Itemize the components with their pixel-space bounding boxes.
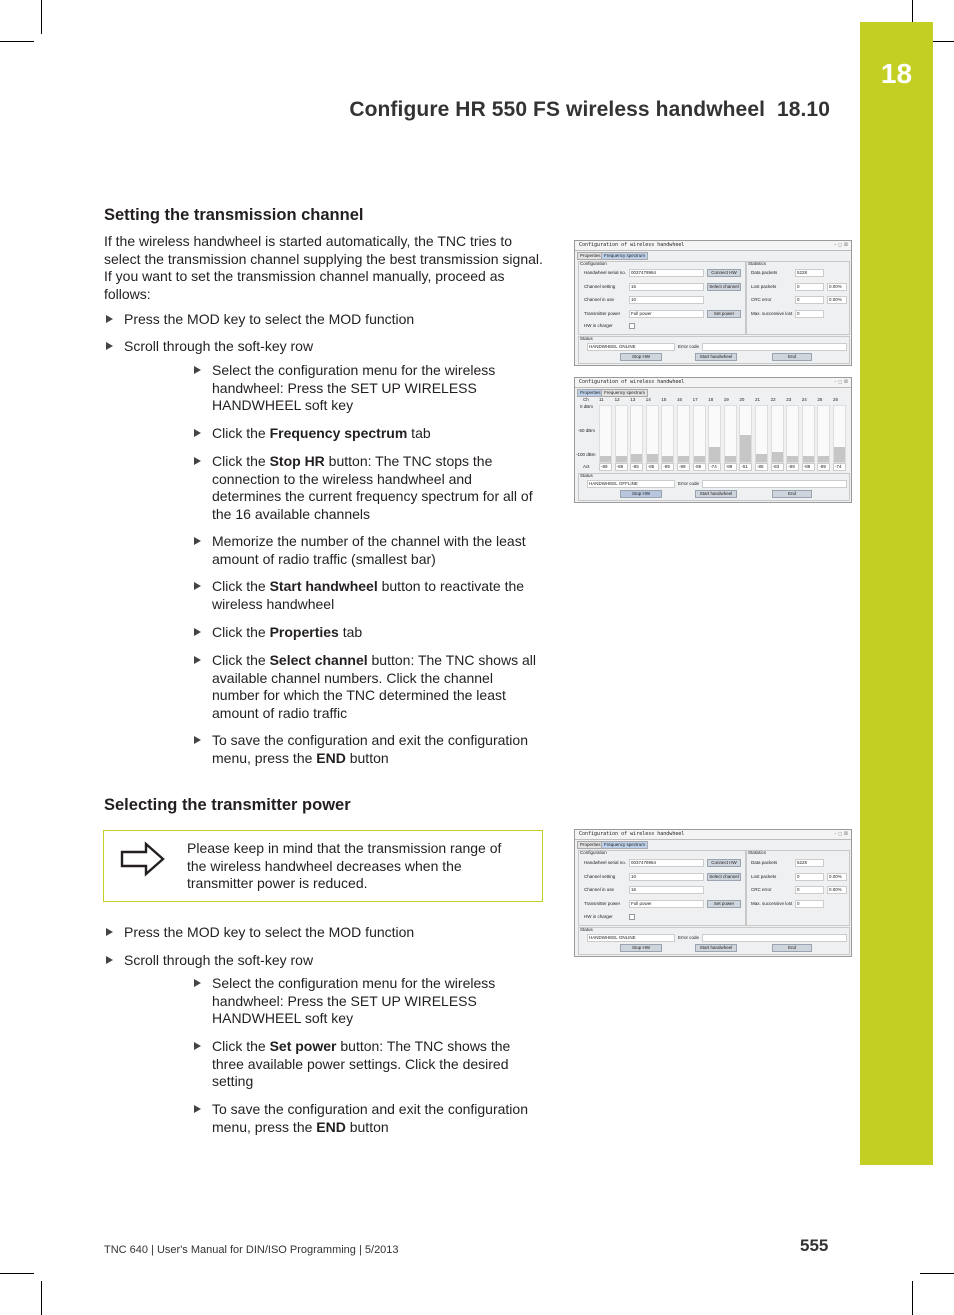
stop-hw-button[interactable]: Stop HW bbox=[620, 944, 662, 952]
dialog-properties-2 bbox=[574, 829, 852, 957]
step-item: Click the Frequency spectrum tab bbox=[212, 425, 544, 443]
lost-packets-pct: 0.00% bbox=[827, 283, 847, 291]
dialog-properties-1 bbox=[574, 240, 852, 366]
channel-value: -83 bbox=[771, 463, 784, 471]
channel-label: 21 bbox=[755, 397, 761, 402]
arrow-bullet-icon bbox=[194, 1042, 201, 1050]
step-item: Select the configuration menu for the wireless handwheel: Press the SET UP WIRELESS HANDWHEEL soft key bbox=[212, 975, 544, 1028]
stop-hw-button[interactable]: Stop HW bbox=[620, 490, 662, 498]
channel-value: -89 bbox=[786, 463, 799, 471]
channel-bar-slot bbox=[677, 405, 690, 463]
channel-label: 24 bbox=[801, 397, 807, 402]
tab-properties[interactable]: Properties bbox=[577, 389, 604, 397]
channel-bar bbox=[772, 452, 783, 462]
channel-label: 23 bbox=[786, 397, 792, 402]
channel-value: -89 bbox=[724, 463, 737, 471]
status-label: Status bbox=[580, 927, 593, 932]
data-packets-label: Data packets bbox=[751, 860, 778, 865]
channel-bar-slot bbox=[646, 405, 659, 463]
step-item: Scroll through the soft-key row bbox=[124, 338, 544, 356]
channel-label: 22 bbox=[770, 397, 776, 402]
channel-bar-slot bbox=[786, 405, 799, 463]
dialog-titlebar: Configuration of wireless handwheel – ◻ ⊠ bbox=[575, 830, 851, 840]
channel-bar bbox=[818, 456, 829, 462]
channel-value: -89 bbox=[802, 463, 815, 471]
intro-paragraph: If the wireless handwheel is started automatically, the TNC tries to select the transmission channel supplying the best transmission signal. If you want to set the transmission channel manually, proceed as follows: bbox=[104, 233, 543, 302]
step-item: Press the MOD key to select the MOD function bbox=[124, 924, 544, 942]
step-item: Click the Select channel button: The TNC shows all available channel numbers. Click the channel number for which the TNC determined the least amount of radio traffic bbox=[212, 652, 544, 722]
note-text: Please keep in mind that the transmission range of the wireless handwheel decreases when the transmitter power is reduced. bbox=[187, 840, 502, 892]
channel-bar bbox=[834, 447, 845, 462]
status-field: HANDWHEEL ONLINE bbox=[587, 934, 675, 942]
channel-bar-slot bbox=[833, 405, 846, 463]
y-tick-label: -50 dBm bbox=[578, 428, 596, 433]
chapter-number: 18 bbox=[880, 58, 913, 89]
footer-text: TNC 640 | User's Manual for DIN/ISO Programming | 5/2013 bbox=[104, 1244, 399, 1256]
error-code-label: Error code bbox=[678, 481, 700, 486]
section-title-transmitter-power: Selecting the transmitter power bbox=[104, 796, 351, 814]
chart-xlabel: Ch bbox=[583, 397, 589, 402]
connect-hw-button[interactable]: Connect HW bbox=[707, 269, 741, 277]
step-item: To save the configuration and exit the configuration menu, press the END button bbox=[212, 732, 544, 767]
connect-hw-button[interactable]: Connect HW bbox=[707, 859, 741, 867]
step-item: Scroll through the soft-key row bbox=[124, 952, 544, 970]
power-field: Full power bbox=[629, 310, 704, 318]
crc-error-label: CRC error bbox=[751, 887, 772, 892]
configuration-label: Configuration bbox=[580, 850, 607, 855]
channel-label: 18 bbox=[708, 397, 714, 402]
channel-label: 13 bbox=[630, 397, 636, 402]
act-row-label: Act bbox=[583, 464, 590, 469]
channel-value: -89 bbox=[661, 463, 674, 471]
step-item: Click the Set power button: The TNC shows the three available power settings. Click the desired setting bbox=[212, 1038, 544, 1091]
lost-packets-field: 0 bbox=[795, 873, 824, 881]
serial-label: Handwheel serial no. bbox=[584, 860, 627, 865]
max-lost-field: 0 bbox=[795, 900, 824, 908]
crc-error-field: 0 bbox=[795, 886, 824, 894]
channel-value: -74 bbox=[833, 463, 846, 471]
start-handwheel-button[interactable]: Start handwheel bbox=[695, 353, 737, 361]
error-code-label: Error code bbox=[678, 344, 700, 349]
arrow-bullet-icon bbox=[194, 582, 201, 590]
set-power-button[interactable]: Set power bbox=[707, 900, 741, 908]
channel-bar bbox=[740, 435, 751, 462]
configuration-label: Configuration bbox=[580, 261, 607, 266]
arrow-bullet-icon bbox=[106, 315, 113, 323]
arrow-bullet-icon bbox=[194, 537, 201, 545]
end-button[interactable]: End bbox=[772, 490, 812, 498]
step-item: Press the MOD key to select the MOD function bbox=[124, 311, 544, 329]
channel-bar-slot bbox=[739, 405, 752, 463]
data-packets-label: Data packets bbox=[751, 270, 778, 275]
channel-bar bbox=[631, 454, 642, 462]
status-field: HANDWHEEL OFFLINE bbox=[587, 480, 675, 488]
channel-setting-field: 10 bbox=[629, 873, 704, 881]
channel-setting-field: 16 bbox=[629, 283, 704, 291]
channel-bar-slot bbox=[599, 405, 612, 463]
channel-value: -85 bbox=[630, 463, 643, 471]
channel-bar-slot bbox=[693, 405, 706, 463]
dialog-titlebar: Configuration of wireless handwheel – ◻ ⊠ bbox=[575, 378, 851, 388]
arrow-bullet-icon bbox=[194, 628, 201, 636]
lost-packets-label: Lost packets bbox=[751, 284, 777, 289]
tab-frequency-spectrum[interactable]: Frequency spectrum bbox=[601, 252, 648, 260]
channel-bar-slot bbox=[661, 405, 674, 463]
channel-value: -89 bbox=[599, 463, 612, 471]
channel-bar bbox=[787, 456, 798, 462]
channel-bar-slot bbox=[724, 405, 737, 463]
channel-bar bbox=[694, 456, 705, 462]
tab-properties[interactable]: Properties bbox=[577, 252, 604, 260]
statistics-label: Statistics bbox=[748, 850, 767, 855]
channel-setting-label: Channel setting bbox=[584, 874, 616, 879]
arrow-bullet-icon bbox=[106, 956, 113, 964]
channel-bar bbox=[803, 456, 814, 462]
channel-value: -85 bbox=[755, 463, 768, 471]
dialog-frequency-spectrum bbox=[574, 377, 852, 503]
status-label: Status bbox=[580, 336, 593, 341]
statistics-label: Statistics bbox=[748, 261, 767, 266]
tab-properties[interactable]: Properties bbox=[577, 841, 604, 849]
channel-setting-label: Channel setting bbox=[584, 284, 616, 289]
channel-bar bbox=[709, 447, 720, 462]
status-label: Status bbox=[580, 473, 593, 478]
arrow-right-icon bbox=[120, 841, 166, 877]
power-label: Transmitter power bbox=[584, 311, 621, 316]
channel-bar-slot bbox=[802, 405, 815, 463]
start-handwheel-button[interactable]: Start handwheel bbox=[695, 490, 737, 498]
channel-in-use-label: Channel in use bbox=[584, 887, 615, 892]
chapter-title: Configure HR 550 FS wireless handwheel bbox=[349, 98, 766, 121]
channel-bar-slot bbox=[615, 405, 628, 463]
step-item: Memorize the number of the channel with the least amount of radio traffic (smallest bar) bbox=[212, 533, 544, 568]
max-lost-label: Max. successive lost bbox=[751, 311, 793, 316]
max-lost-field: 0 bbox=[795, 310, 824, 318]
arrow-bullet-icon bbox=[194, 429, 201, 437]
channel-in-use-label: Channel in use bbox=[584, 297, 615, 302]
select-channel-button[interactable]: Select channel bbox=[707, 873, 741, 881]
tab-frequency-spectrum[interactable]: Frequency spectrum bbox=[601, 389, 648, 397]
channel-label: 16 bbox=[677, 397, 683, 402]
chapter-tab bbox=[860, 22, 933, 1165]
channel-label: 19 bbox=[723, 397, 729, 402]
step-item: Click the Start handwheel button to reactivate the wireless handwheel bbox=[212, 578, 544, 613]
channel-bar bbox=[662, 456, 673, 462]
data-packets-field: 5228 bbox=[795, 859, 824, 867]
error-code-label: Error code bbox=[678, 935, 700, 940]
channel-bar bbox=[725, 456, 736, 462]
lost-packets-field: 0 bbox=[795, 283, 824, 291]
section-number: 18.10 bbox=[776, 98, 830, 121]
hw-charger-checkbox[interactable] bbox=[629, 323, 635, 329]
arrow-bullet-icon bbox=[194, 457, 201, 465]
hw-charger-label: HW in charger bbox=[584, 323, 613, 328]
channel-label: 15 bbox=[661, 397, 667, 402]
channel-label: 17 bbox=[692, 397, 698, 402]
lost-packets-label: Lost packets bbox=[751, 874, 777, 879]
lost-packets-pct: 0.00% bbox=[827, 873, 847, 881]
serial-field: 0037478964 bbox=[629, 269, 704, 277]
channel-value: -74 bbox=[708, 463, 721, 471]
channel-label: 20 bbox=[739, 397, 745, 402]
window-controls-icon[interactable]: – ◻ ⊠ bbox=[833, 242, 848, 248]
channel-label: 14 bbox=[645, 397, 651, 402]
arrow-bullet-icon bbox=[106, 342, 113, 350]
select-channel-button[interactable]: Select channel bbox=[707, 283, 741, 291]
data-packets-field: 5228 bbox=[795, 269, 824, 277]
step-item: Click the Stop HR button: The TNC stops the connection to the wireless handwheel and determines the current frequency spectrum for all of the 16 available channels bbox=[212, 453, 544, 523]
channel-bar bbox=[616, 456, 627, 462]
channel-bar-slot bbox=[755, 405, 768, 463]
crc-error-pct: 0.00% bbox=[827, 296, 847, 304]
channel-value: -89 bbox=[693, 463, 706, 471]
y-tick-label: -100 dBm bbox=[576, 452, 596, 457]
dialog-titlebar: Configuration of wireless handwheel – ◻ ⊠ bbox=[575, 241, 851, 251]
channel-bar bbox=[600, 456, 611, 462]
channel-label: 12 bbox=[614, 397, 620, 402]
tab-frequency-spectrum[interactable]: Frequency spectrum bbox=[601, 841, 648, 849]
set-power-button[interactable]: Set power bbox=[707, 310, 741, 318]
channel-label: 11 bbox=[599, 397, 604, 402]
channel-bar-slot bbox=[630, 405, 643, 463]
channel-value: -89 bbox=[615, 463, 628, 471]
crc-error-pct: 0.00% bbox=[827, 886, 847, 894]
window-controls-icon[interactable]: – ◻ ⊠ bbox=[833, 379, 848, 385]
end-button[interactable]: End bbox=[772, 353, 812, 361]
hw-charger-label: HW in charger bbox=[584, 914, 613, 919]
crc-error-label: CRC error bbox=[751, 297, 772, 302]
hw-charger-checkbox[interactable] bbox=[629, 914, 635, 920]
status-field: HANDWHEEL ONLINE bbox=[587, 343, 675, 351]
channel-value: -89 bbox=[817, 463, 830, 471]
channel-in-use-field: 16 bbox=[629, 886, 704, 894]
channel-value: -51 bbox=[739, 463, 752, 471]
arrow-bullet-icon bbox=[194, 366, 201, 374]
error-code-field bbox=[702, 934, 847, 942]
channel-value: -89 bbox=[677, 463, 690, 471]
step-item: Click the Properties tab bbox=[212, 624, 544, 642]
arrow-bullet-icon bbox=[194, 736, 201, 744]
end-button[interactable]: End bbox=[772, 944, 812, 952]
channel-bar-slot bbox=[708, 405, 721, 463]
start-handwheel-button[interactable]: Start handwheel bbox=[695, 944, 737, 952]
max-lost-label: Max. successive lost bbox=[751, 901, 793, 906]
serial-label: Handwheel serial no. bbox=[584, 270, 627, 275]
channel-bar bbox=[756, 454, 767, 462]
channel-bar-slot bbox=[771, 405, 784, 463]
arrow-bullet-icon bbox=[106, 928, 113, 936]
page-number: 555 bbox=[800, 1236, 829, 1255]
window-controls-icon[interactable]: – ◻ ⊠ bbox=[833, 831, 848, 837]
arrow-bullet-icon bbox=[194, 1105, 201, 1113]
power-field: Full power bbox=[629, 900, 704, 908]
channel-value: -85 bbox=[646, 463, 659, 471]
channel-bar bbox=[678, 456, 689, 462]
power-label: Transmitter power bbox=[584, 901, 621, 906]
arrow-bullet-icon bbox=[194, 656, 201, 664]
arrow-bullet-icon bbox=[194, 979, 201, 987]
y-tick-label: 0 dBm bbox=[580, 404, 594, 409]
channel-label: 25 bbox=[817, 397, 823, 402]
serial-field: 0037478964 bbox=[629, 859, 704, 867]
channel-bar-slot bbox=[817, 405, 830, 463]
step-item: To save the configuration and exit the configuration menu, press the END button bbox=[212, 1101, 544, 1136]
section-title-transmission-channel: Setting the transmission channel bbox=[104, 206, 364, 224]
channel-in-use-field: 10 bbox=[629, 296, 704, 304]
note-box bbox=[103, 830, 543, 902]
step-item: Select the configuration menu for the wireless handwheel: Press the SET UP WIRELESS HANDWHEEL soft key bbox=[212, 362, 544, 415]
page-header bbox=[349, 98, 830, 122]
error-code-field bbox=[702, 343, 847, 351]
error-code-field bbox=[702, 480, 847, 488]
channel-bar bbox=[647, 454, 658, 462]
crc-error-field: 0 bbox=[795, 296, 824, 304]
stop-hw-button[interactable]: Stop HW bbox=[620, 353, 662, 361]
channel-label: 26 bbox=[833, 397, 839, 402]
